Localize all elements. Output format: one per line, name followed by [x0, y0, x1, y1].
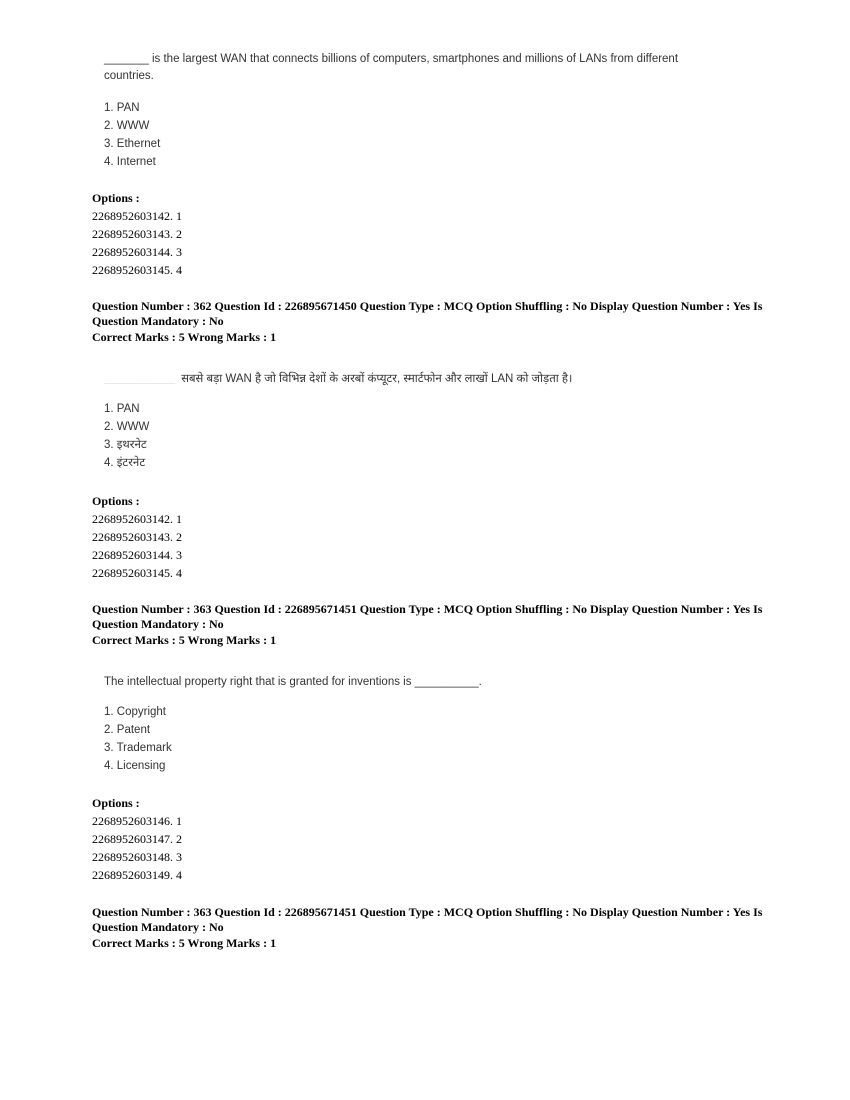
options-label: Options :	[92, 494, 140, 508]
question-3-choices	[104, 703, 482, 775]
option-id: 2268952603145. 4	[92, 263, 182, 277]
option-id: 2268952603146. 1	[92, 814, 182, 828]
marks-line: Correct Marks : 5 Wrong Marks : 1	[92, 633, 277, 647]
option-id: 2268952603149. 4	[92, 868, 182, 882]
choice-item: 3. Trademark	[104, 742, 172, 754]
option-id: 2268952603142. 1	[92, 209, 182, 223]
meta-line: Question Mandatory : No	[92, 617, 224, 631]
choice-item: 3. Ethernet	[104, 138, 161, 150]
question-2-text: ________________ सबसे बड़ा WAN है जो विभिन्न देशों के अरबों कंप्यूटर, स्मार्टफोन और लाखों LAN को जोड़ता है।	[104, 373, 573, 385]
question-1-image	[104, 51, 678, 171]
choice-item: 4. Internet	[104, 156, 156, 168]
meta-line: Question Number : 363 Question Id : 226895671451 Question Type : MCQ Option Shuffling : No Display Question Number : Yes Is	[92, 905, 763, 919]
options-label: Options :	[92, 796, 140, 810]
option-id: 2268952603142. 1	[92, 512, 182, 526]
choice-item: 4. इंटरनेट	[104, 457, 146, 469]
choice-item: 2. Patent	[104, 724, 151, 736]
option-id: 2268952603145. 4	[92, 566, 182, 580]
question-1-blank: _______	[104, 53, 149, 65]
choice-item: 3. इथरनेट	[104, 439, 147, 451]
question-1-choices	[104, 99, 678, 171]
meta-line: Question Number : 362 Question Id : 226895671450 Question Type : MCQ Option Shuffling : No Display Question Number : Yes Is	[92, 299, 763, 313]
question-1-text: _______ is the largest WAN that connects billions of computers, smartphones and millions of LANs from different	[104, 53, 679, 65]
option-id: 2268952603143. 2	[92, 227, 182, 241]
question-meta-362	[92, 299, 772, 345]
question-3-text: The intellectual property right that is granted for inventions is __________.	[104, 676, 482, 688]
choice-item: 1. Copyright	[104, 706, 167, 718]
question-meta-363-repeat	[92, 905, 772, 951]
options-label: Options :	[92, 191, 140, 205]
question-3-image	[104, 674, 482, 775]
choice-item: 1. PAN	[104, 102, 140, 114]
marks-line: Correct Marks : 5 Wrong Marks : 1	[92, 936, 277, 950]
option-id: 2268952603144. 3	[92, 548, 182, 562]
question-1-text-continued: countries.	[104, 70, 154, 82]
choice-item: 4. Licensing	[104, 760, 166, 772]
question-2-options	[92, 492, 182, 582]
option-id: 2268952603143. 2	[92, 530, 182, 544]
option-id: 2268952603148. 3	[92, 850, 182, 864]
choice-item: 2. WWW	[104, 421, 150, 433]
choice-item: 1. PAN	[104, 403, 140, 415]
question-meta-363	[92, 602, 772, 648]
option-id: 2268952603147. 2	[92, 832, 182, 846]
question-2-choices	[104, 400, 572, 472]
question-3-options	[92, 794, 182, 884]
meta-line: Question Mandatory : No	[92, 314, 224, 328]
question-2-image	[104, 371, 572, 472]
question-2-blank: ________________	[104, 375, 176, 384]
meta-line: Question Number : 363 Question Id : 226895671451 Question Type : MCQ Option Shuffling : No Display Question Number : Yes Is	[92, 602, 763, 616]
choice-item: 2. WWW	[104, 120, 150, 132]
question-1-options	[92, 189, 182, 279]
marks-line: Correct Marks : 5 Wrong Marks : 1	[92, 330, 277, 344]
meta-line: Question Mandatory : No	[92, 920, 224, 934]
option-id: 2268952603144. 3	[92, 245, 182, 259]
